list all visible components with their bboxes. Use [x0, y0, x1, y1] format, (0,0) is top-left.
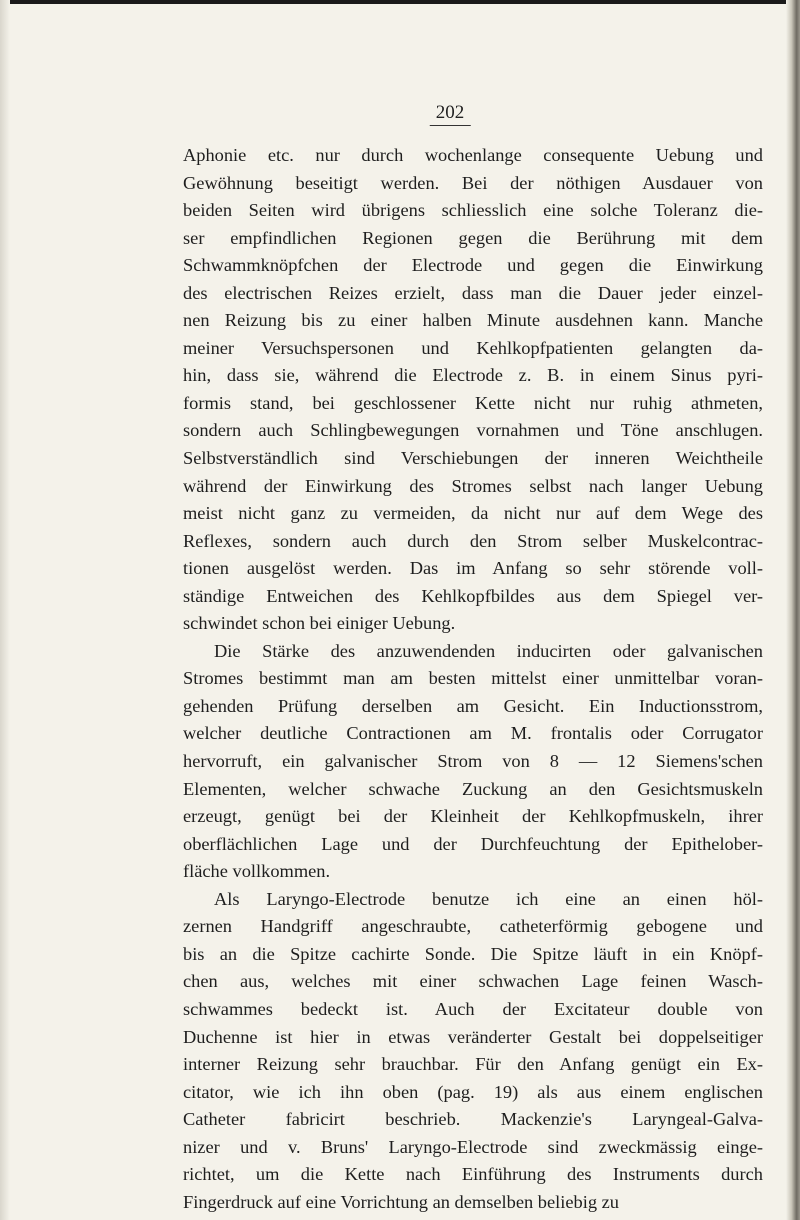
text-line: fläche vollkommen.: [183, 861, 331, 882]
text-line: Aphonie etc. nur durch wochenlange consequente Uebung und: [183, 145, 763, 165]
text-line: gehenden Prüfung derselben am Gesicht. Ein Inductionsstrom,: [183, 695, 763, 716]
book-binding-edge: [786, 0, 800, 1220]
body-text: [183, 142, 763, 1216]
paragraph: [183, 886, 763, 1217]
text-line: schwammes bedeckt ist. Auch der Excitateur double von: [183, 998, 763, 1019]
text-line: meiner Versuchspersonen und Kehlkopfpatienten gelangten da-: [183, 337, 763, 358]
text-line: chen aus, welches mit einer schwachen Lage feinen Wasch-: [183, 971, 763, 992]
page-left-margin-shadow: [0, 0, 10, 1220]
text-line: Fingerdruck auf eine Vorrichtung an demselben beliebig zu: [183, 1191, 619, 1212]
text-line: tionen ausgelöst werden. Das im Anfang so sehr störende voll-: [183, 558, 763, 579]
text-line: Die Stärke des anzuwendenden inducirten oder galvanischen: [214, 640, 763, 661]
text-line: hin, dass sie, während die Electrode z. B. in einem Sinus pyri-: [183, 365, 763, 386]
text-line: meist nicht ganz zu vermeiden, da nicht nur auf dem Wege des: [183, 503, 763, 524]
text-line: Catheter fabricirt beschrieb. Mackenzie's Laryngeal-Galva-: [183, 1109, 763, 1130]
text-line: citator, wie ich ihn oben (pag. 19) als aus einem englischen: [183, 1081, 763, 1102]
text-line: welcher deutliche Contractionen am M. frontalis oder Corrugator: [183, 723, 763, 744]
text-line: Elementen, welcher schwache Zuckung an den Gesichtsmuskeln: [183, 778, 763, 799]
text-line: schwindet schon bei einiger Uebung.: [183, 613, 456, 634]
text-line: Als Laryngo-Electrode benutze ich eine an einen höl-: [214, 888, 763, 909]
text-line: Selbstverständlich sind Verschiebungen der inneren Weichtheile: [183, 448, 763, 469]
text-line: Schwammknöpfchen der Electrode und gegen die Einwirkung: [183, 255, 763, 276]
text-line: Reflexes, sondern auch durch den Strom selber Muskelcontrac-: [183, 530, 763, 551]
page-top-edge: [0, 0, 800, 4]
text-line: erzeugt, genügt bei der Kleinheit der Kehlkopfmuskeln, ihrer: [183, 806, 763, 827]
text-line: ser empfindlichen Regionen gegen die Berührung mit dem: [183, 227, 763, 248]
text-line: Stromes bestimmt man am besten mittelst einer unmittelbar voran-: [183, 668, 763, 689]
text-line: formis stand, bei geschlossener Kette nicht nur ruhig athmeten,: [183, 392, 763, 413]
text-line: Duchenne ist hier in etwas veränderter Gestalt bei doppelseitiger: [183, 1026, 763, 1047]
text-line: richtet, um die Kette nach Einführung des Instruments durch: [183, 1164, 763, 1185]
paragraph: [183, 638, 763, 886]
text-line: nizer und v. Bruns' Laryngo-Electrode sind zweckmässig einge-: [183, 1136, 763, 1157]
text-line: nen Reizung bis zu einer halben Minute ausdehnen kann. Manche: [183, 310, 763, 331]
text-line: beiden Seiten wird übrigens schliesslich eine solche Toleranz die-: [183, 200, 763, 221]
text-line: sondern auch Schlingbewegungen vornahmen und Töne anschlugen.: [183, 420, 763, 441]
text-line: hervorruft, ein galvanischer Strom von 8 — 12 Siemens'schen: [183, 751, 763, 772]
text-line: oberflächlichen Lage und der Durchfeuchtung der Epithelober-: [183, 833, 763, 854]
text-line: Gewöhnung beseitigt werden. Bei der nöthigen Ausdauer von: [183, 172, 763, 193]
text-line: zernen Handgriff angeschraubte, catheterförmig gebogene und: [183, 916, 763, 937]
page-number: 202: [430, 102, 471, 126]
text-line: während der Einwirkung des Stromes selbst nach langer Uebung: [183, 475, 763, 496]
text-line: des electrischen Reizes erzielt, dass man die Dauer jeder einzel-: [183, 282, 763, 303]
text-line: bis an die Spitze cachirte Sonde. Die Spitze läuft in ein Knöpf-: [183, 943, 763, 964]
text-line: ständige Entweichen des Kehlkopfbildes aus dem Spiegel ver-: [183, 585, 763, 606]
text-line: interner Reizung sehr brauchbar. Für den Anfang genügt ein Ex-: [183, 1054, 763, 1075]
paragraph: [183, 142, 763, 638]
